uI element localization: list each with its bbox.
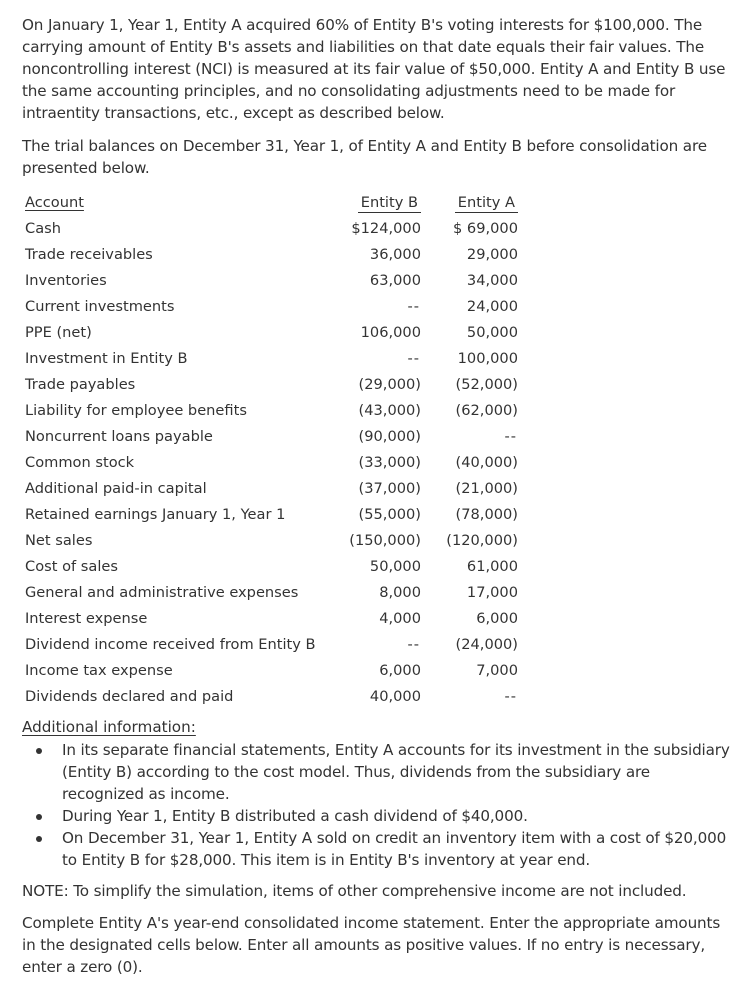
table-row bbox=[25, 684, 518, 710]
account-cell: Dividends declared and paid bbox=[25, 688, 234, 705]
table-row bbox=[25, 632, 518, 658]
entity-b-cell: 8,000 bbox=[379, 584, 421, 601]
bullet-text: On December 31, Year 1, Entity A sold on credit an inventory item with a cost of $20,000 to Entity B for $28,000. This item is in Entity B's inventory at year end. bbox=[62, 829, 727, 869]
table-row bbox=[25, 658, 518, 684]
bullet-text: During Year 1, Entity B distributed a cash dividend of $40,000. bbox=[62, 807, 528, 825]
entity-b-cell: 4,000 bbox=[379, 610, 421, 627]
entity-b-cell: (90,000) bbox=[358, 428, 421, 445]
table-row bbox=[25, 580, 518, 606]
account-cell: PPE (net) bbox=[25, 324, 92, 341]
table-row bbox=[25, 320, 518, 346]
entity-a-cell: 100,000 bbox=[457, 350, 518, 367]
entity-a-cell: (62,000) bbox=[455, 402, 518, 419]
table-row bbox=[25, 216, 518, 242]
account-header: Account bbox=[25, 194, 84, 211]
entity-a-cell: -- bbox=[504, 428, 517, 445]
list-item bbox=[22, 805, 734, 827]
entity-a-cell: (24,000) bbox=[455, 636, 518, 653]
entity-b-cell: (150,000) bbox=[349, 532, 421, 549]
entity-b-cell: 40,000 bbox=[369, 688, 421, 705]
entity-b-cell: (33,000) bbox=[358, 454, 421, 471]
account-cell: Net sales bbox=[25, 532, 93, 549]
trial-balance-table bbox=[25, 190, 518, 710]
entity-b-cell: 6,000 bbox=[379, 662, 421, 679]
table-row bbox=[25, 528, 518, 554]
entity-b-header: Entity B bbox=[347, 190, 421, 216]
entity-b-cell: 106,000 bbox=[360, 324, 421, 341]
account-cell: Cost of sales bbox=[25, 558, 118, 575]
table-row bbox=[25, 346, 518, 372]
table-row bbox=[25, 294, 518, 320]
entity-a-cell: (52,000) bbox=[455, 376, 518, 393]
entity-a-cell: 29,000 bbox=[466, 246, 518, 263]
bullet-icon bbox=[36, 836, 42, 842]
table-row bbox=[25, 502, 518, 528]
table-row bbox=[25, 606, 518, 632]
bullet-text: In its separate financial statements, Entity A accounts for its investment in the subsidiary (Entity B) according to the cost model. Thus, dividends from the subsidiary are recognized as income. bbox=[62, 741, 730, 803]
entity-b-cell: 36,000 bbox=[369, 246, 421, 263]
entity-a-cell: 34,000 bbox=[466, 272, 518, 289]
additional-info-list bbox=[22, 739, 734, 871]
trial-balance-intro: The trial balances on December 31, Year 1, of Entity A and Entity B before consolidation are presented below. bbox=[22, 137, 707, 177]
account-cell: Retained earnings January 1, Year 1 bbox=[25, 506, 286, 523]
account-cell: Liability for employee benefits bbox=[25, 402, 247, 419]
table-row bbox=[25, 242, 518, 268]
table-row bbox=[25, 268, 518, 294]
entity-a-cell: 24,000 bbox=[466, 298, 518, 315]
entity-b-cell: (29,000) bbox=[358, 376, 421, 393]
entity-a-cell: 7,000 bbox=[476, 662, 518, 679]
account-cell: Dividend income received from Entity B bbox=[25, 636, 316, 653]
entity-b-cell: (55,000) bbox=[358, 506, 421, 523]
entity-b-cell: 50,000 bbox=[369, 558, 421, 575]
entity-b-cell: -- bbox=[407, 350, 420, 367]
instructions-text: Complete Entity A's year-end consolidated income statement. Enter the appropriate amounts in the designated cells below. Enter all amounts as positive values. If no entry is necessary, enter a zero (0). bbox=[22, 914, 721, 976]
entity-b-cell: -- bbox=[407, 298, 420, 315]
entity-a-cell: 17,000 bbox=[466, 584, 518, 601]
entity-a-cell: 61,000 bbox=[466, 558, 518, 575]
account-cell: Income tax expense bbox=[25, 662, 173, 679]
table-row bbox=[25, 424, 518, 450]
entity-b-cell: $124,000 bbox=[351, 220, 421, 237]
entity-a-cell: 50,000 bbox=[466, 324, 518, 341]
table-row bbox=[25, 554, 518, 580]
entity-a-cell: -- bbox=[504, 688, 517, 705]
table-row bbox=[25, 372, 518, 398]
entity-a-cell: (40,000) bbox=[455, 454, 518, 471]
entity-a-cell: (120,000) bbox=[446, 532, 518, 549]
account-cell: Trade payables bbox=[25, 376, 136, 393]
entity-a-cell: $ 69,000 bbox=[453, 220, 518, 237]
account-cell: Cash bbox=[25, 220, 61, 237]
list-item bbox=[22, 739, 734, 805]
entity-a-header: Entity A bbox=[444, 190, 518, 216]
entity-a-cell: (78,000) bbox=[455, 506, 518, 523]
table-header-row bbox=[25, 190, 518, 216]
account-cell: Trade receivables bbox=[25, 246, 153, 263]
account-cell: Interest expense bbox=[25, 610, 148, 627]
entity-b-cell: (43,000) bbox=[358, 402, 421, 419]
list-item bbox=[22, 827, 734, 871]
bullet-icon bbox=[36, 748, 42, 754]
entity-a-cell: 6,000 bbox=[476, 610, 518, 627]
account-cell: Inventories bbox=[25, 272, 107, 289]
table-row bbox=[25, 450, 518, 476]
account-cell: Investment in Entity B bbox=[25, 350, 188, 367]
table-body bbox=[25, 216, 518, 710]
account-cell: Common stock bbox=[25, 454, 135, 471]
entity-b-cell: 63,000 bbox=[369, 272, 421, 289]
document-page bbox=[22, 14, 734, 978]
entity-b-cell: (37,000) bbox=[358, 480, 421, 497]
note-text: NOTE: To simplify the simulation, items of other comprehensive income are not included. bbox=[22, 882, 687, 900]
account-cell: Current investments bbox=[25, 298, 175, 315]
entity-a-cell: (21,000) bbox=[455, 480, 518, 497]
table-row bbox=[25, 476, 518, 502]
bullet-icon bbox=[36, 814, 42, 820]
account-cell: Noncurrent loans payable bbox=[25, 428, 213, 445]
intro-paragraph: On January 1, Year 1, Entity A acquired 60% of Entity B's voting interests for $100,000. The carrying amount of Entity B's assets and liabilities on that date equals their fair values. The noncontrolling interest (NCI) is measured at its fair value of $50,000. Entity A and Entity B use the same accounting principles, and no consolidating adjustments need to be made for intraentity transactions, etc., except as described below. bbox=[22, 16, 726, 122]
account-cell: Additional paid-in capital bbox=[25, 480, 207, 497]
additional-info-title: Additional information: bbox=[22, 718, 196, 736]
table-row bbox=[25, 398, 518, 424]
entity-b-cell: -- bbox=[407, 636, 420, 653]
account-cell: General and administrative expenses bbox=[25, 584, 299, 601]
